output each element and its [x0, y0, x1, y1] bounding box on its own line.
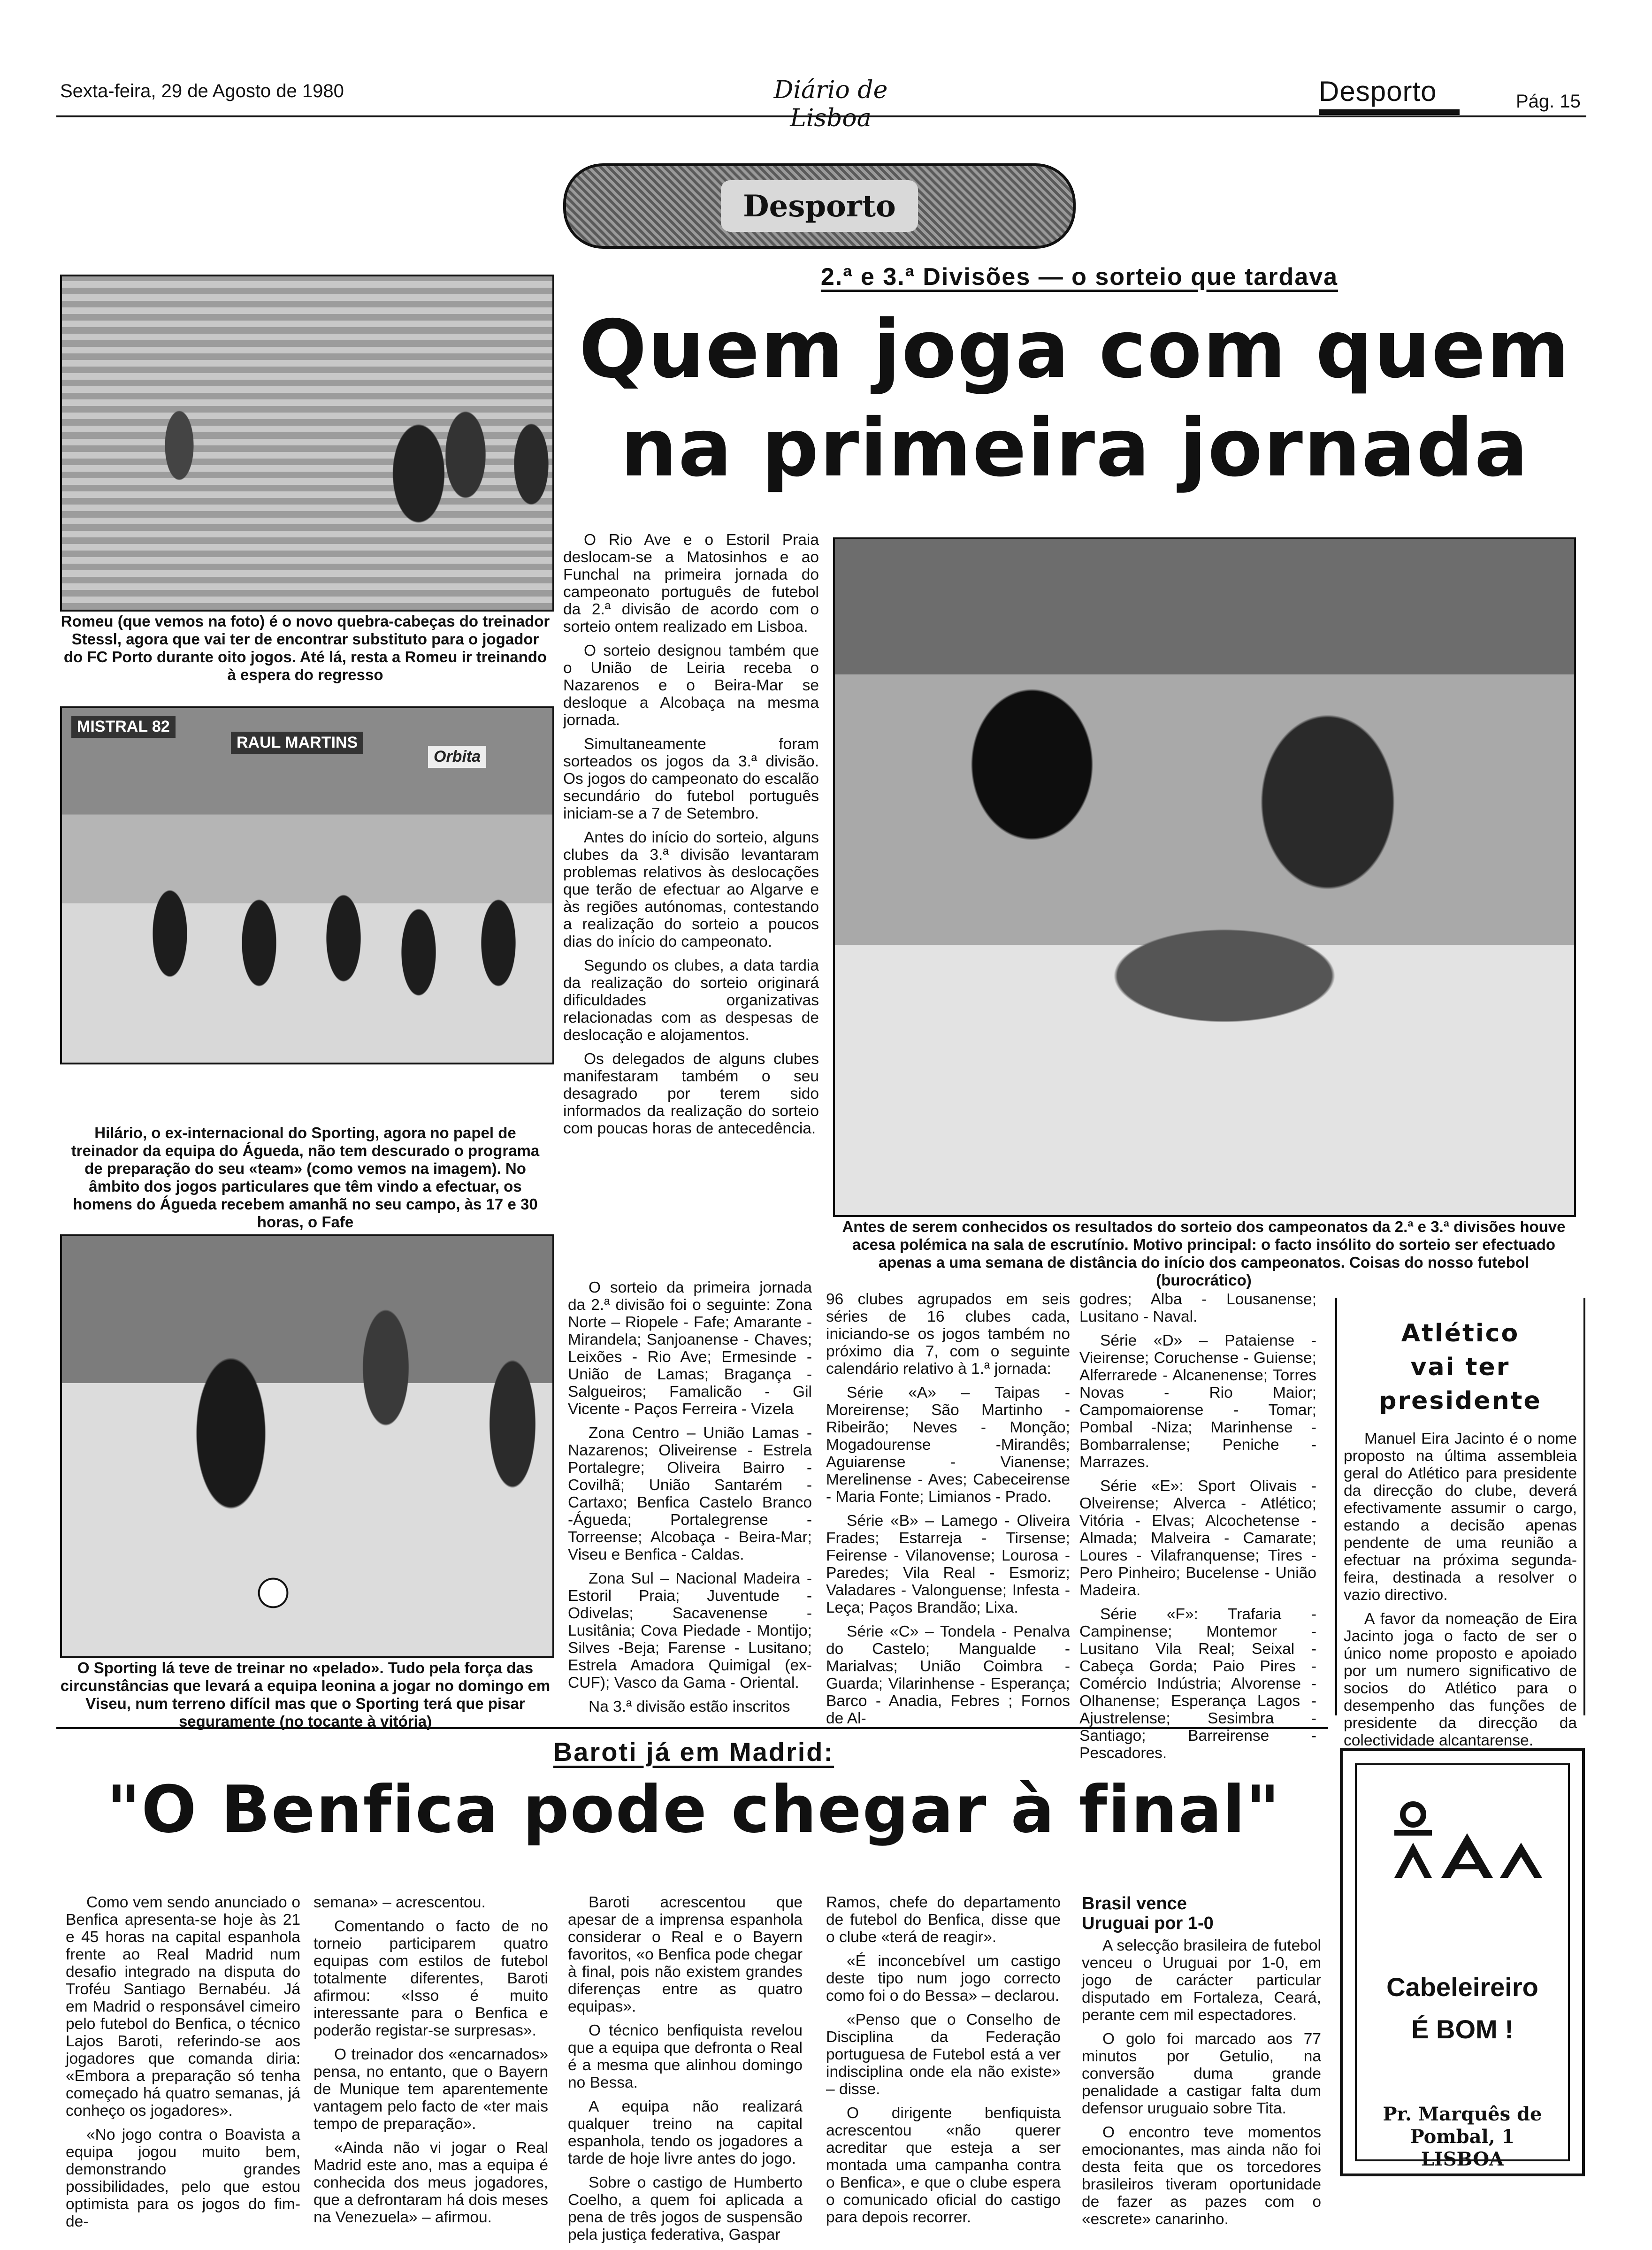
section-banner-plate	[721, 180, 918, 232]
masthead-section: Desporto	[1319, 75, 1460, 115]
main-col2-para: Zona Centro – União Lamas -Nazarenos; Oliveirense - Estrela Portalegre; Oliveira Bairro - Covilhã; União Santarém - Cartaxo; Benfica Castelo Branco -Águeda; Portalegrense - Torreense; Alcobaça - Beira-Mar; Viseu e Benfica - Caldas.	[568, 1424, 812, 1563]
main-col4-para: Série «F»: Trafaria - Campinense; Montemor - Lusitano Vila Real; Seixal - Cabeça Gorda; Paio Pires - Comércio Indústria; Alvorense - Olhanense; Esperança Lagos - Ajustrelense; Sesimbra - Santiago; Barreirense -Pescadores.	[1079, 1606, 1316, 1762]
baroti-col1-para: «No jogo contra o Boavista a equipa jogou muito bem, demonstrando grandes possibilidades, pelo que estou optimista para os jogos do fim-de-	[66, 2126, 300, 2230]
main-column-3	[826, 1291, 1070, 1734]
atletico-title	[1337, 1316, 1583, 1418]
main-col4-para: godres; Alba - Lousanense; Lusitano - Naval.	[1079, 1291, 1316, 1325]
masthead-page-number: Pág. 15	[1516, 91, 1581, 112]
brasil-title	[1082, 1894, 1321, 1933]
masthead-date: Sexta-feira, 29 de Agosto de 1980	[60, 81, 344, 101]
main-column-4	[1079, 1291, 1316, 1768]
baroti-col3-para: Sobre o castigo de Humberto Coelho, a quem foi aplicada a pena de três jogos de suspensão pela justiça federativa, Gaspar	[568, 2174, 803, 2243]
baroti-column-3	[568, 1894, 803, 2250]
caption-photo-1: Romeu (que vemos na foto) é o novo quebra-cabeças do treinador Stessl, agora que vai ter de encontrar substituto para o jogador do FC Porto durante oito jogos. Até lá, resta a Romeu ir treinando à espera do regresso	[61, 612, 550, 683]
photo-sign-2: RAUL MARTINS	[231, 732, 363, 754]
photo-agueda-training	[60, 706, 554, 1064]
brasil-title-line-2: Uruguai por 1-0	[1082, 1913, 1214, 1933]
baroti-column-1	[66, 1894, 300, 2237]
baroti-kicker-text: Baroti já em Madrid:	[553, 1737, 834, 1767]
baroti-col4-para: «É inconcebível um castigo deste tipo num jogo correcto como foi o do Bessa» – declarou.	[826, 1952, 1061, 2005]
ad-inner-frame	[1355, 1763, 1570, 2170]
atletico-title-line-3: presidente	[1379, 1387, 1542, 1415]
main-headline-line-1: Quem joga com quem	[579, 303, 1571, 396]
ad-line-1: Cabeleireiro	[1386, 1972, 1538, 2002]
baroti-col1-para: Como vem sendo anunciado o Benfica apresenta-se hoje às 21 e 45 horas na capital espanhola frente ao Real Madrid num desafio integrado na disputa do Troféu Santiago Bernabéu. Já em Madrid o responsável cimeiro pelo futebol do Benfica, o técnico Lajos Baroti, referindo-se aos jogadores que comanda diria: «Embora a preparação só tenha começado há quatro semanas, já conheço os jogadores».	[66, 1894, 300, 2120]
main-col3-para: Série «A» – Taipas - Moreirense; São Martinho - Ribeirão; Neves - Monção; Mogadourense -Mirandês; Aguiarense - Vianense; Merelinense - Aves; Cabeceirense - Maria Fonte; Limianos - Prado.	[826, 1384, 1070, 1506]
baroti-col2-para: Comentando o facto de no torneio participarem quatro equipas com estilos de futebol totalmente diferentes, Baroti afirmou: «Isso é muito interessante para o Benfica e poderão registar-se surpresas».	[314, 1918, 548, 2039]
main-kicker	[568, 263, 1591, 291]
main-col1-para: Segundo os clubes, a data tardia da realização do sorteio originará dificuldades organizativas relacionadas com as despesas de deslocação e alojamentos.	[563, 957, 819, 1044]
masthead-rule	[56, 115, 1586, 117]
photo-sign-1: MISTRAL 82	[71, 716, 176, 738]
photo-sign-3: Orbita	[428, 746, 486, 768]
atletico-para: A favor da nomeação de Eira Jacinto joga o facto de ser o único nome proposto e apoiado por um numero significativo de socios do Atlético para o desempenho das funções de presidente da direcção da colectividade alcantarense.	[1344, 1610, 1577, 1749]
main-col3-para: 96 clubes agrupados em seis séries de 16 clubes cada, iniciando-se os jogos também no próximo dia 7, com o seguinte calendário relativo à 1.ª jornada:	[826, 1291, 1070, 1378]
main-column-2	[568, 1279, 812, 1722]
atletico-box	[1335, 1298, 1585, 1749]
main-col1-para: Antes do início do sorteio, alguns clubes da 3.ª divisão levantaram problemas relativos às deslocações que terão de efectuar ao Algarve e às regiões autónomas, contestando a realização do sorteio a poucos dias do início do campeonato.	[563, 829, 819, 950]
main-headline	[558, 300, 1591, 497]
caption-photo-2: Hilário, o ex-internacional do Sporting, agora no papel de treinador da equipa do Águeda, não tem descurado o programa de preparação do seu «team» (como vemos na imagem). No âmbito dos jogos particulares que têm vindo a efectuar, os homens do Águeda recebem amanhã no seu campo, às 17 e 30 horas, o Fafe	[71, 1124, 540, 1231]
main-column-1	[563, 531, 819, 1144]
ad-line-2: É BOM !	[1411, 2014, 1514, 2044]
atletico-text	[1337, 1430, 1583, 1749]
baroti-col3-para: O técnico benfiquista revelou que a equipa que defronta o Real é a mesma que alinhou domingo no Bessa.	[568, 2022, 803, 2091]
atletico-para: Manuel Eira Jacinto é o nome proposto na última assembleia geral do Atlético para presidente da direcção do clube, deverá efectivamente assumir o cargo, estando a decisão apenas pendente de uma reunião a efectuar na próxima segunda-feira, destinada a resolver o vazio directivo.	[1344, 1430, 1577, 1604]
section-banner	[563, 163, 1076, 249]
baroti-col3-para: A equipa não realizará qualquer treino na capital espanhola, tendo os jogadores a tarde de hoje livre antes do jogo.	[568, 2098, 803, 2167]
atletico-title-line-2: vai ter	[1410, 1353, 1510, 1381]
baroti-col2-para: «Ainda não vi jogar o Real Madrid este ano, mas a equipa é conhecida dos meus jogadores, que a defrontaram há dois meses na Venezuela» – afirmou.	[314, 2139, 548, 2226]
main-col2-para: O sorteio da primeira jornada da 2.ª divisão foi o seguinte: Zona Norte – Riopele - Fafe; Amarante - Mirandela; Sanjoanense - Chaves; Leixões - Rio Ave; Ermesinde - União de Lamas; Bragança - Salgueiros; Famalicão - Gil Vicente - Paços Ferreira - Vizela	[568, 1279, 812, 1418]
main-headline-line-2: na primeira jornada	[620, 402, 1530, 495]
main-col4-para: Série «E»: Sport Olivais - Olveirense; Alverca - Atlético; Vitória - Elvas; Alcochetense - Almada; Malveira - Camarate; Loures - Vilafranquense; Tires - Pero Pinheiro; Bucelense - União Madeira.	[1079, 1477, 1316, 1599]
baroti-col4-para: «Penso que o Conselho de Disciplina da Federação portuguesa de Futebol está a ver indisciplina onde ela não existe» – disse.	[826, 2011, 1061, 2098]
main-col1-para: Simultaneamente foram sorteados os jogos da 3.ª divisão. Os jogos do campeonato do escalão secundário do futebol português iniciam-se a 7 de Setembro.	[563, 735, 819, 822]
atletico-title-line-1: Atlético	[1401, 1319, 1520, 1347]
baroti-column-4	[826, 1894, 1061, 2233]
baroti-col3-para: Baroti acrescentou que apesar de a imprensa espanhola considerar o Real e o Bayern favoritos, «o Benfica pode chegar à final, pois não existem grandes diferenças entre as quatro equipas».	[568, 1894, 803, 2015]
section-banner-label: Desporto	[743, 189, 896, 224]
main-kicker-text: 2.ª e 3.ª Divisões — o sorteio que tardava	[820, 263, 1338, 291]
main-col4-para: Série «D» – Pataiense - Vieirense; Coruchense - Guiense; Alferrarede - Alcanenense; Torres Novas - Rio Maior; Campomaiorense - Tomar; Pombal -Niza; Marinhense - Bombarralense; Peniche - Marrazes.	[1079, 1332, 1316, 1471]
masthead-paper-name: Diário de Lisboa	[773, 76, 888, 132]
photo-romeu-training	[60, 275, 554, 612]
baroti-rule	[56, 1727, 1328, 1729]
baroti-column-2	[314, 1894, 548, 2233]
main-col2-para: Zona Sul – Nacional Madeira -Estoril Praia; Juventude - Odivelas; Sacavenense - Lusitânia; Cova Piedade - Montijo; Silves -Beja; Farense - Lusitano; Estrela Amadora Quimigal (ex-CUF); Vasco da Gama - Oriental.	[568, 1570, 812, 1691]
brasil-para: O golo foi marcado aos 77 minutos por Getulio, na conversão duma grande penalidade a castigar falta dum defensor uruguaio sobre Tita.	[1082, 2030, 1321, 2117]
ad-address	[1357, 2103, 1568, 2171]
brasil-title-line-1: Brasil vence	[1082, 1894, 1187, 1913]
baroti-headline: "O Benfica pode chegar à final"	[107, 1772, 1281, 1847]
ad-address-line-2: LISBOA	[1421, 2148, 1504, 2170]
baroti-col2-para: O treinador dos «encarnados» pensa, no entanto, que o Bayern de Munique tem aparentemente vantagem pelo facto de «ter mais tempo de preparação».	[314, 2046, 548, 2133]
caption-photo-4: Antes de serem conhecidos os resultados do sorteio dos campeonatos da 2.ª e 3.ª divisões houve acesa polémica na sala de escrutínio. Motivo principal: o facto insólito do sorteio ser efectuado apenas a uma semana de distância do início dos campeonatos. Coisas do nosso futebol (burocrático)	[842, 1218, 1566, 1289]
brasil-column	[1082, 1894, 1321, 2235]
brasil-para: A selecção brasileira de futebol venceu o Uruguai por 1-0, em jogo de carácter particular disputado em Fortaleza, Ceará, perante cem mil espectadores.	[1082, 1937, 1321, 2024]
main-col2-para: Na 3.ª divisão estão inscritos	[589, 1698, 790, 1715]
photo-draw-room	[833, 537, 1576, 1217]
brasil-para: O encontro teve momentos emocionantes, mas ainda não foi desta feita que os torcedores brasileiros tiveram oportunidade de fazer as pazes com o «escrete» canarinho.	[1082, 2124, 1321, 2228]
main-col3-para: Série «C» – Tondela - Penalva do Castelo; Mangualde - Marialvas; União Coimbra - Guarda; Vilarinhense - Esperança; Barco - Anadia, Febres ; Fornos de Al-	[826, 1623, 1070, 1727]
ad-address-line-1: Pr. Marquês de Pombal, 1	[1383, 2103, 1542, 2148]
main-col3-para: Série «B» – Lamego - Oliveira Frades; Estarreja - Tirsense; Feirense - Vilanovense; Lourosa -Paredes; Vila Real - Esmoriz; Valadares - Valonguense; Infesta - Leça; Paços Brandão; Lixa.	[826, 1512, 1070, 1616]
main-col1-para: O Rio Ave e o Estoril Praia deslocam-se a Matosinhos e ao Funchal na primeira jornada do campeonato português de futebol da 2.ª divisão de acordo com o sorteio ontem realizado em Lisboa.	[563, 531, 819, 635]
baroti-col2-para: semana» – acrescentou.	[314, 1894, 486, 1911]
photo-sporting-training	[60, 1234, 554, 1658]
baroti-col4-para: O dirigente benfiquista acrescentou «não querer acreditar que esteja a ser montada uma campanha contra o Benfica», e que o clube espera o comunicado oficial do castigo para depois recorrer.	[826, 2105, 1061, 2226]
ad-logo-icon	[1390, 1798, 1545, 1883]
baroti-kicker	[60, 1737, 1327, 1767]
baroti-col4-para: Ramos, chefe do departamento de futebol do Benfica, disse que o clube «terá de reagir».	[826, 1894, 1061, 1946]
ad-box	[1340, 1748, 1585, 2176]
main-col1-para: Os delegados de alguns clubes manifestaram também o seu desagrado por terem sido informados da realização do sorteio com poucas horas de antecedência.	[563, 1050, 819, 1137]
caption-photo-3: O Sporting lá teve de treinar no «pelado». Tudo pela força das circunstâncias que levará a equipa leonina a jogar no domingo em Viseu, num terreno difícil mas que o Sporting terá que pisar seguramente (no tocante à vitória)	[60, 1659, 551, 1730]
main-col1-para: O sorteio designou também que o União de Leiria receba o Nazarenos e o Beira-Mar se desloque a Alcobaça na mesma jornada.	[563, 642, 819, 729]
